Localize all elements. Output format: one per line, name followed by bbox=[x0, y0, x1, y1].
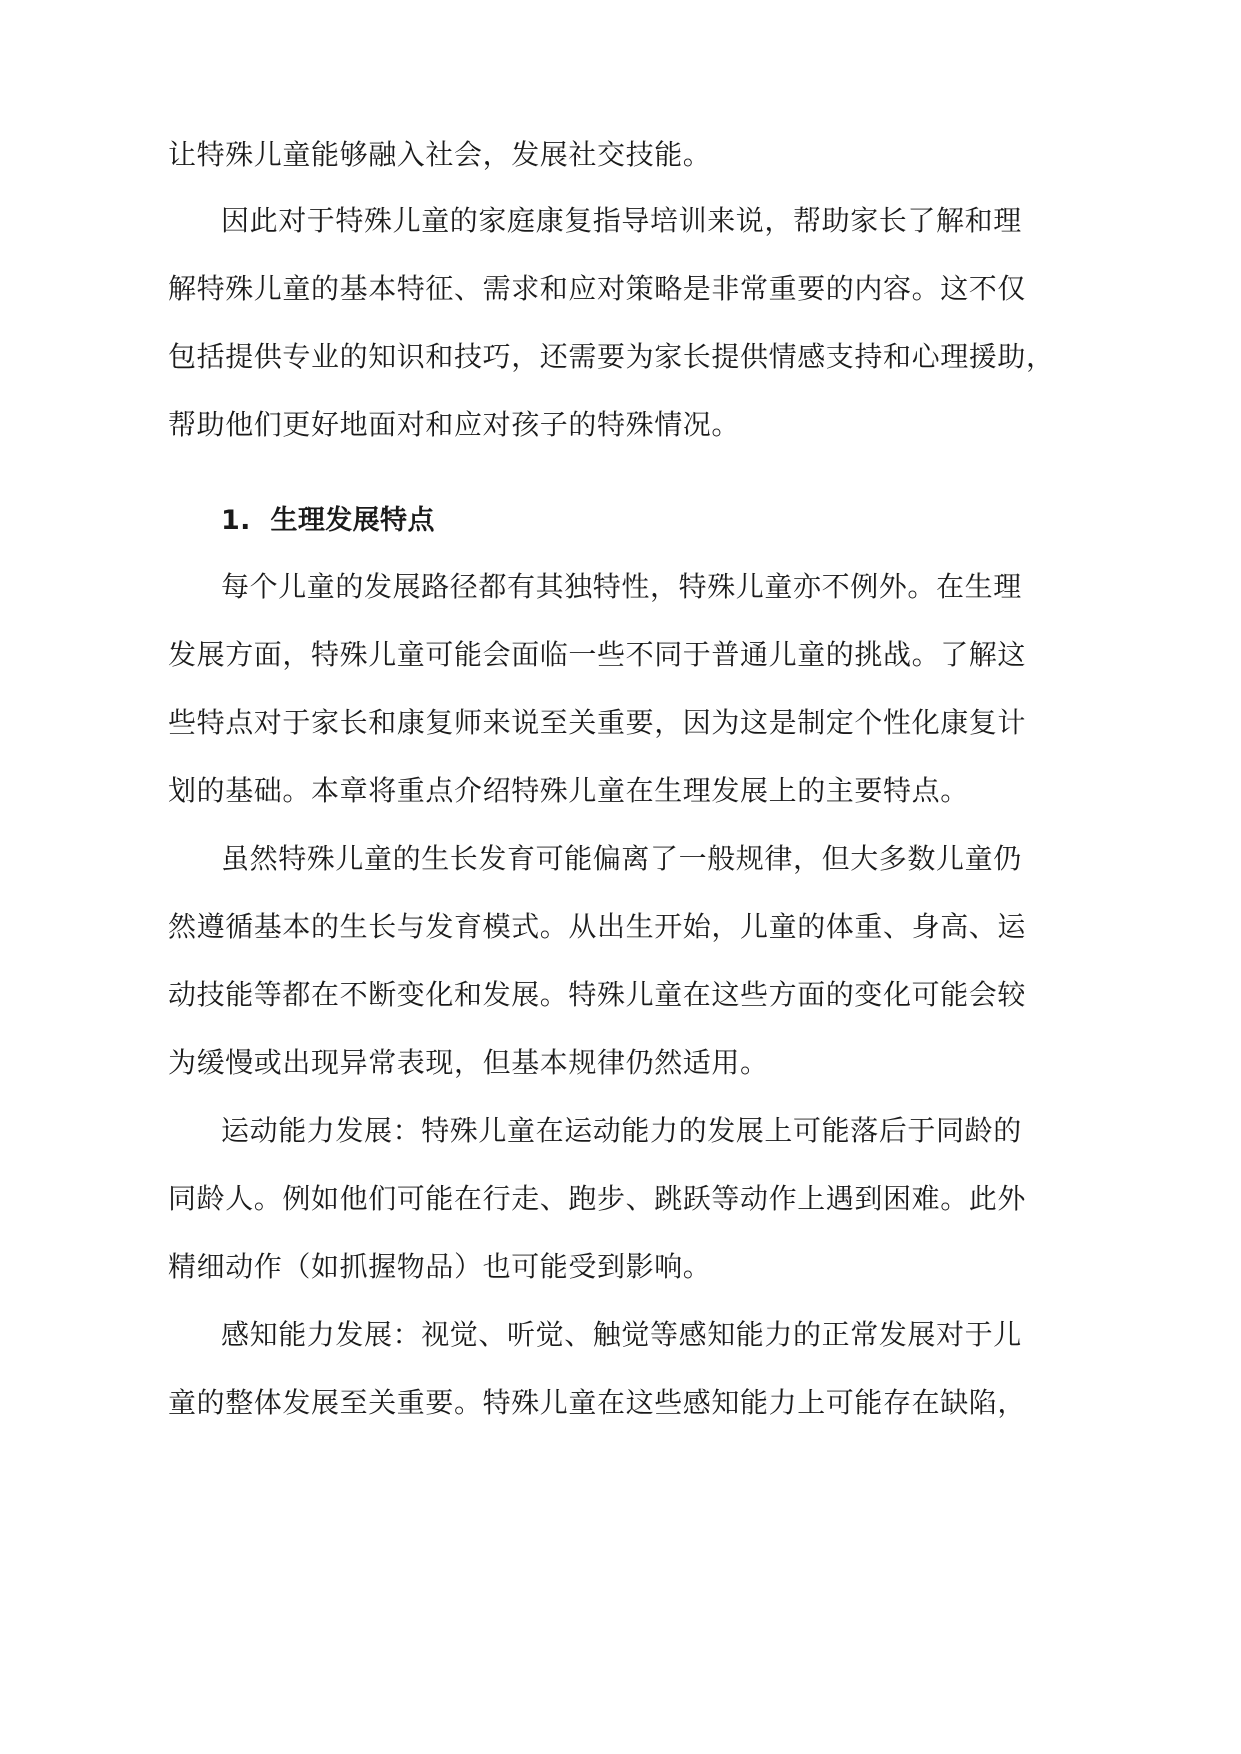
body-text-line: 童的整体发展至关重要。特殊儿童在这些感知能力上可能存在缺陷， bbox=[168, 1386, 1027, 1419]
body-text-line: 同龄人。例如他们可能在行走、跑步、跳跃等动作上遇到困难。此外 bbox=[168, 1182, 1027, 1215]
body-text-line: 解特殊儿童的基本特征、需求和应对策略是非常重要的内容。这不仅 bbox=[168, 272, 1027, 305]
body-text-line: 虽然特殊儿童的生长发育可能偏离了一般规律，但大多数儿童仍 bbox=[221, 842, 1022, 875]
body-text-line: 每个儿童的发展路径都有其独特性，特殊儿童亦不例外。在生理 bbox=[221, 570, 1022, 603]
body-text-line: 让特殊儿童能够融入社会，发展社交技能。 bbox=[168, 138, 712, 171]
section-heading: 1. 生理发展特点 bbox=[221, 505, 435, 536]
body-text-line: 感知能力发展：视觉、听觉、触觉等感知能力的正常发展对于儿 bbox=[221, 1318, 1022, 1351]
body-text-line: 包括提供专业的知识和技巧，还需要为家长提供情感支持和心理援助， bbox=[168, 340, 1055, 373]
body-text-line: 发展方面，特殊儿童可能会面临一些不同于普通儿童的挑战。了解这 bbox=[168, 638, 1027, 671]
body-text-line: 些特点对于家长和康复师来说至关重要，因为这是制定个性化康复计 bbox=[168, 706, 1027, 739]
body-text-line: 精细动作（如抓握物品）也可能受到影响。 bbox=[168, 1250, 712, 1283]
body-text-line: 因此对于特殊儿童的家庭康复指导培训来说，帮助家长了解和理 bbox=[221, 204, 1022, 237]
body-text-line: 运动能力发展：特殊儿童在运动能力的发展上可能落后于同龄的 bbox=[221, 1114, 1022, 1147]
body-text-line: 然遵循基本的生长与发育模式。从出生开始，儿童的体重、身高、运 bbox=[168, 910, 1027, 943]
body-text-line: 动技能等都在不断变化和发展。特殊儿童在这些方面的变化可能会较 bbox=[168, 978, 1027, 1011]
body-text-line: 为缓慢或出现异常表现，但基本规律仍然适用。 bbox=[168, 1046, 769, 1079]
body-text-line: 帮助他们更好地面对和应对孩子的特殊情况。 bbox=[168, 408, 741, 441]
body-text-line: 划的基础。本章将重点介绍特殊儿童在生理发展上的主要特点。 bbox=[168, 774, 969, 807]
